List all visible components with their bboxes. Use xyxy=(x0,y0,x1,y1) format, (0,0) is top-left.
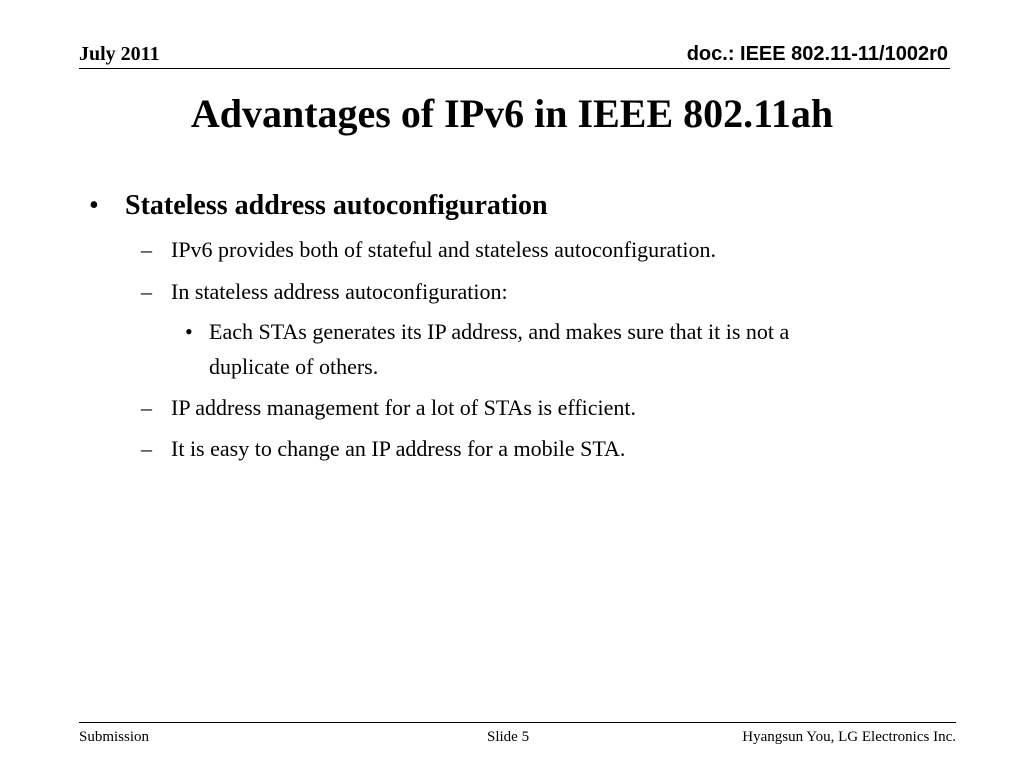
sub-bullet-text: It is easy to change an IP address for a mobile STA. xyxy=(171,436,626,461)
dash-marker: – xyxy=(141,436,152,461)
bullet-marker: • xyxy=(185,319,193,344)
dash-marker: – xyxy=(141,395,152,420)
sub-bullet-item xyxy=(141,277,508,307)
bullet-marker: • xyxy=(89,190,99,221)
footer-divider xyxy=(79,722,956,723)
sub-sub-bullet-text-line-1: Each STAs generates its IP address, and makes sure that it is not a xyxy=(209,319,790,344)
sub-bullet-item xyxy=(141,434,625,464)
sub-bullet-text: IP address management for a lot of STAs is efficient. xyxy=(171,395,637,420)
header-date: July 2011 xyxy=(79,43,160,65)
sub-bullet-item xyxy=(141,393,636,423)
dash-marker: – xyxy=(141,237,152,262)
footer-author: Hyangsun You, LG Electronics Inc. xyxy=(742,729,956,745)
sub-bullet-text: IPv6 provides both of stateful and stateless autoconfiguration. xyxy=(171,237,716,262)
sub-sub-bullet-text-line-2: duplicate of others. xyxy=(209,354,379,379)
sub-bullet-item xyxy=(141,235,716,265)
sub-bullet-text: In stateless address autoconfiguration: xyxy=(171,279,508,304)
dash-marker: – xyxy=(141,279,152,304)
slide-title: Advantages of IPv6 in IEEE 802.11ah xyxy=(190,91,834,136)
bullet-text: Stateless address autoconfiguration xyxy=(125,190,548,221)
document-id: doc.: IEEE 802.11-11/1002r0 xyxy=(686,43,948,65)
bullet-item xyxy=(89,188,548,224)
slide-number: Slide 5 xyxy=(487,729,530,745)
footer-submission: Submission xyxy=(79,729,150,745)
sub-sub-bullet-item xyxy=(185,315,789,349)
